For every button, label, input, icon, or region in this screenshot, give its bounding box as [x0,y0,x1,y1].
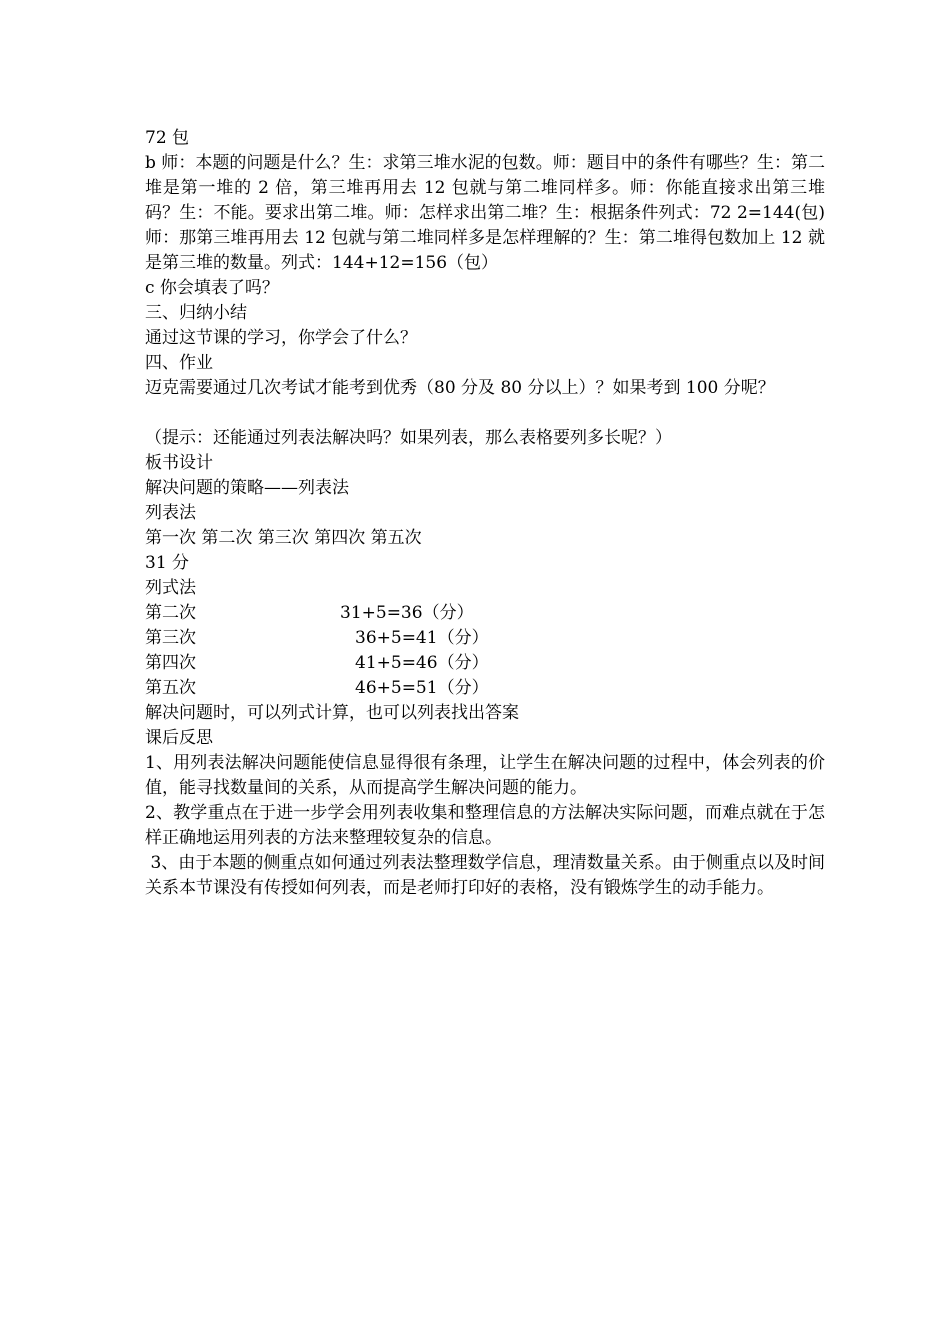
reflection-item-1: 1、用列表法解决问题能使信息显得很有条理，让学生在解决问题的过程中，体会列表的价值，能寻找数量间的关系，从而提高学生解决问题的能力。 [145,753,825,798]
calc-expression: 41+5=46（分） [355,653,489,673]
calc-row [145,626,825,651]
reflection-item-3: 3、由于本题的侧重点如何通过列表法整理数学信息，理清数量关系。由于侧重点以及时间关系本节课没有传授如何列表，而是老师打印好的表格，没有锻炼学生的动手能力。 [145,853,825,898]
section-heading-reflection: 课后反思 [145,728,213,748]
reflection-item-2: 2、教学重点在于进一步学会用列表收集和整理信息的方法解决实际问题，而难点就在于怎样正确地运用列表的方法来整理较复杂的信息。 [145,803,825,848]
formula-method-heading: 列式法 [145,578,196,598]
document-page [145,126,825,901]
calc-label: 第五次 [145,678,196,698]
table-value-row: 31 分 [145,553,190,573]
calc-label: 第二次 [145,603,196,623]
calc-label: 第三次 [145,628,196,648]
dialogue-paragraph: b 师：本题的问题是什么？生：求第三堆水泥的包数。师：题目中的条件有哪些？生：第二堆是第一堆的 2 倍，第三堆再用去 12 包就与第二堆同样多。师：你能直接求出第三堆码？生：不能。要求出第二堆。师：怎样求出第二堆？生：根据条件列式：72 2=144(包)师：那第三堆再用去 12 包就与第二堆同样多是怎样理解的？生：第二堆得包数加上 12 就是第三堆的数量。列式：144+12=156（包） [145,153,825,273]
calc-expression: 31+5=36（分） [340,603,474,623]
table-header-row: 第一次 第二次 第三次 第四次 第五次 [145,528,422,548]
table-method-heading: 列表法 [145,503,196,523]
text-line: 通过这节课的学习，你学会了什么？ [145,328,417,348]
calc-label: 第四次 [145,653,196,673]
text-line: 72 包 [145,128,190,148]
section-heading-summary: 三、归纳小结 [145,303,247,323]
homework-hint: （提示：还能通过列表法解决吗？如果列表，那么表格要列多长呢？） [145,428,672,448]
board-conclusion: 解决问题时，可以列式计算，也可以列表找出答案 [145,703,519,723]
calc-expression: 36+5=41（分） [355,628,489,648]
calc-row [145,676,825,701]
calc-row [145,601,825,626]
calc-expression: 46+5=51（分） [355,678,489,698]
blank-line [145,401,825,426]
homework-question: 迈克需要通过几次考试才能考到优秀（80 分及 80 分以上）？如果考到 100 分呢？ [145,378,775,398]
board-title: 解决问题的策略——列表法 [145,478,349,498]
section-heading-homework: 四、作业 [145,353,213,373]
calc-row [145,651,825,676]
section-heading-board-design: 板书设计 [145,453,213,473]
text-line: c 你会填表了吗？ [145,278,279,298]
